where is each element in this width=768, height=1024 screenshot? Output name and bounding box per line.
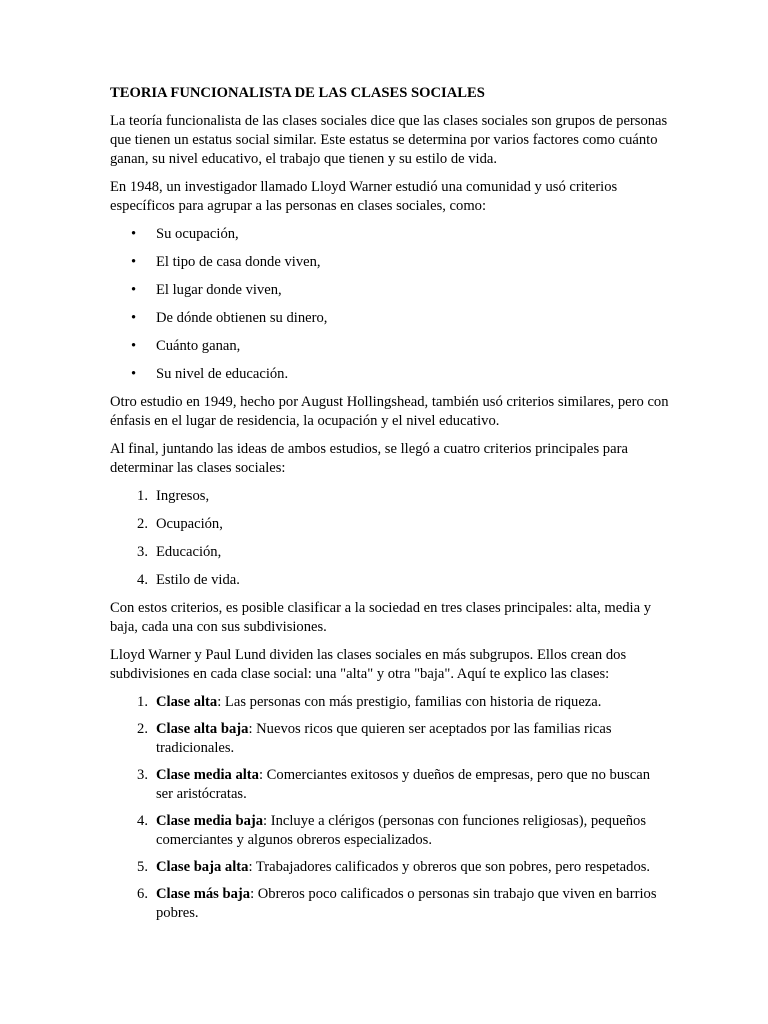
list-item-text: Ingresos, xyxy=(156,488,210,504)
list-item: • Su ocupación, xyxy=(110,225,670,244)
paragraph-warner-lund: Lloyd Warner y Paul Lund dividen las clases sociales en más subgrupos. Ellos crean dos subdivisiones en cada clase social: una "alta" y otra "baja". Aquí te explico las clases: xyxy=(110,647,627,682)
class-name: Clase baja alta xyxy=(156,859,249,875)
list-item-text: Ocupación, xyxy=(156,516,223,532)
class-description: : Obreros poco calificados o personas sin trabajo que viven en barrios pobres. xyxy=(156,886,657,921)
class-description: : Las personas con más prestigio, familias con historia de riqueza. xyxy=(217,694,602,710)
list-number: 6. xyxy=(137,886,148,902)
list-number: 2. xyxy=(137,516,148,532)
list-number: 1. xyxy=(137,488,148,504)
list-item: • El tipo de casa donde viven, xyxy=(110,253,670,272)
list-number: 1. xyxy=(137,694,148,710)
class-description: : Incluye a clérigos (personas con funciones religiosas), pequeños comerciantes y algunos obreros especializados. xyxy=(156,813,646,848)
list-number: 3. xyxy=(137,767,148,783)
list-number: 5. xyxy=(137,859,148,875)
list-item xyxy=(110,543,670,562)
document-page xyxy=(110,84,670,931)
document-title: TEORIA FUNCIONALISTA DE LAS CLASES SOCIALES xyxy=(110,85,485,101)
list-item xyxy=(110,812,670,850)
list-item xyxy=(110,487,670,506)
list-item xyxy=(110,515,670,534)
list-item: • El lugar donde viven, xyxy=(110,281,670,300)
list-item: • De dónde obtienen su dinero, xyxy=(110,309,670,328)
list-number: 4. xyxy=(137,572,148,588)
social-classes-list xyxy=(110,693,670,923)
list-item xyxy=(110,858,670,877)
list-item xyxy=(110,885,670,923)
warner-criteria-list xyxy=(110,225,670,384)
main-criteria-list xyxy=(110,487,670,590)
list-number: 3. xyxy=(137,544,148,560)
class-description: : Trabajadores calificados y obreros que son pobres, pero respetados. xyxy=(248,859,651,875)
class-name: Clase alta xyxy=(156,694,218,710)
paragraph-criteria-intro: Al final, juntando las ideas de ambos estudios, se llegó a cuatro criterios principales para determinar las clases sociales: xyxy=(110,441,628,476)
paragraph-warner-1948: En 1948, un investigador llamado Lloyd Warner estudió una comunidad y usó criterios específicos para agrupar a las personas en clases sociales, como: xyxy=(110,179,618,214)
list-item xyxy=(110,693,670,712)
list-item-text: Estilo de vida. xyxy=(156,572,240,588)
class-description: : Comerciantes exitosos y dueños de empresas, pero que no buscan ser aristócratas. xyxy=(156,767,651,802)
paragraph-intro: La teoría funcionalista de las clases sociales dice que las clases sociales son grupos de personas que tienen un estatus social similar. Este estatus se determina por varios factores como cuánto ganan, su nivel educativo, el trabajo que tienen y su estilo de vida. xyxy=(110,113,668,167)
paragraph-hollingshead-1949: Otro estudio en 1949, hecho por August Hollingshead, también usó criterios similares, pero con énfasis en el lugar de residencia, la ocupación y el nivel educativo. xyxy=(110,394,669,429)
list-item-text: Educación, xyxy=(156,544,222,560)
list-item xyxy=(110,720,670,758)
list-item xyxy=(110,571,670,590)
class-name: Clase más baja xyxy=(156,886,251,902)
class-name: Clase media alta xyxy=(156,767,259,783)
class-name: Clase media baja xyxy=(156,813,264,829)
list-item: • Su nivel de educación. xyxy=(110,365,670,384)
paragraph-three-classes: Con estos criterios, es posible clasificar a la sociedad en tres clases principales: alta, media y baja, cada una con sus subdivisiones. xyxy=(110,600,651,635)
class-name: Clase alta baja xyxy=(156,721,249,737)
list-item: • Cuánto ganan, xyxy=(110,337,670,356)
list-item xyxy=(110,766,670,804)
class-description: : Nuevos ricos que quieren ser aceptados por las familias ricas tradicionales. xyxy=(156,721,612,756)
list-number: 2. xyxy=(137,721,148,737)
list-number: 4. xyxy=(137,813,148,829)
